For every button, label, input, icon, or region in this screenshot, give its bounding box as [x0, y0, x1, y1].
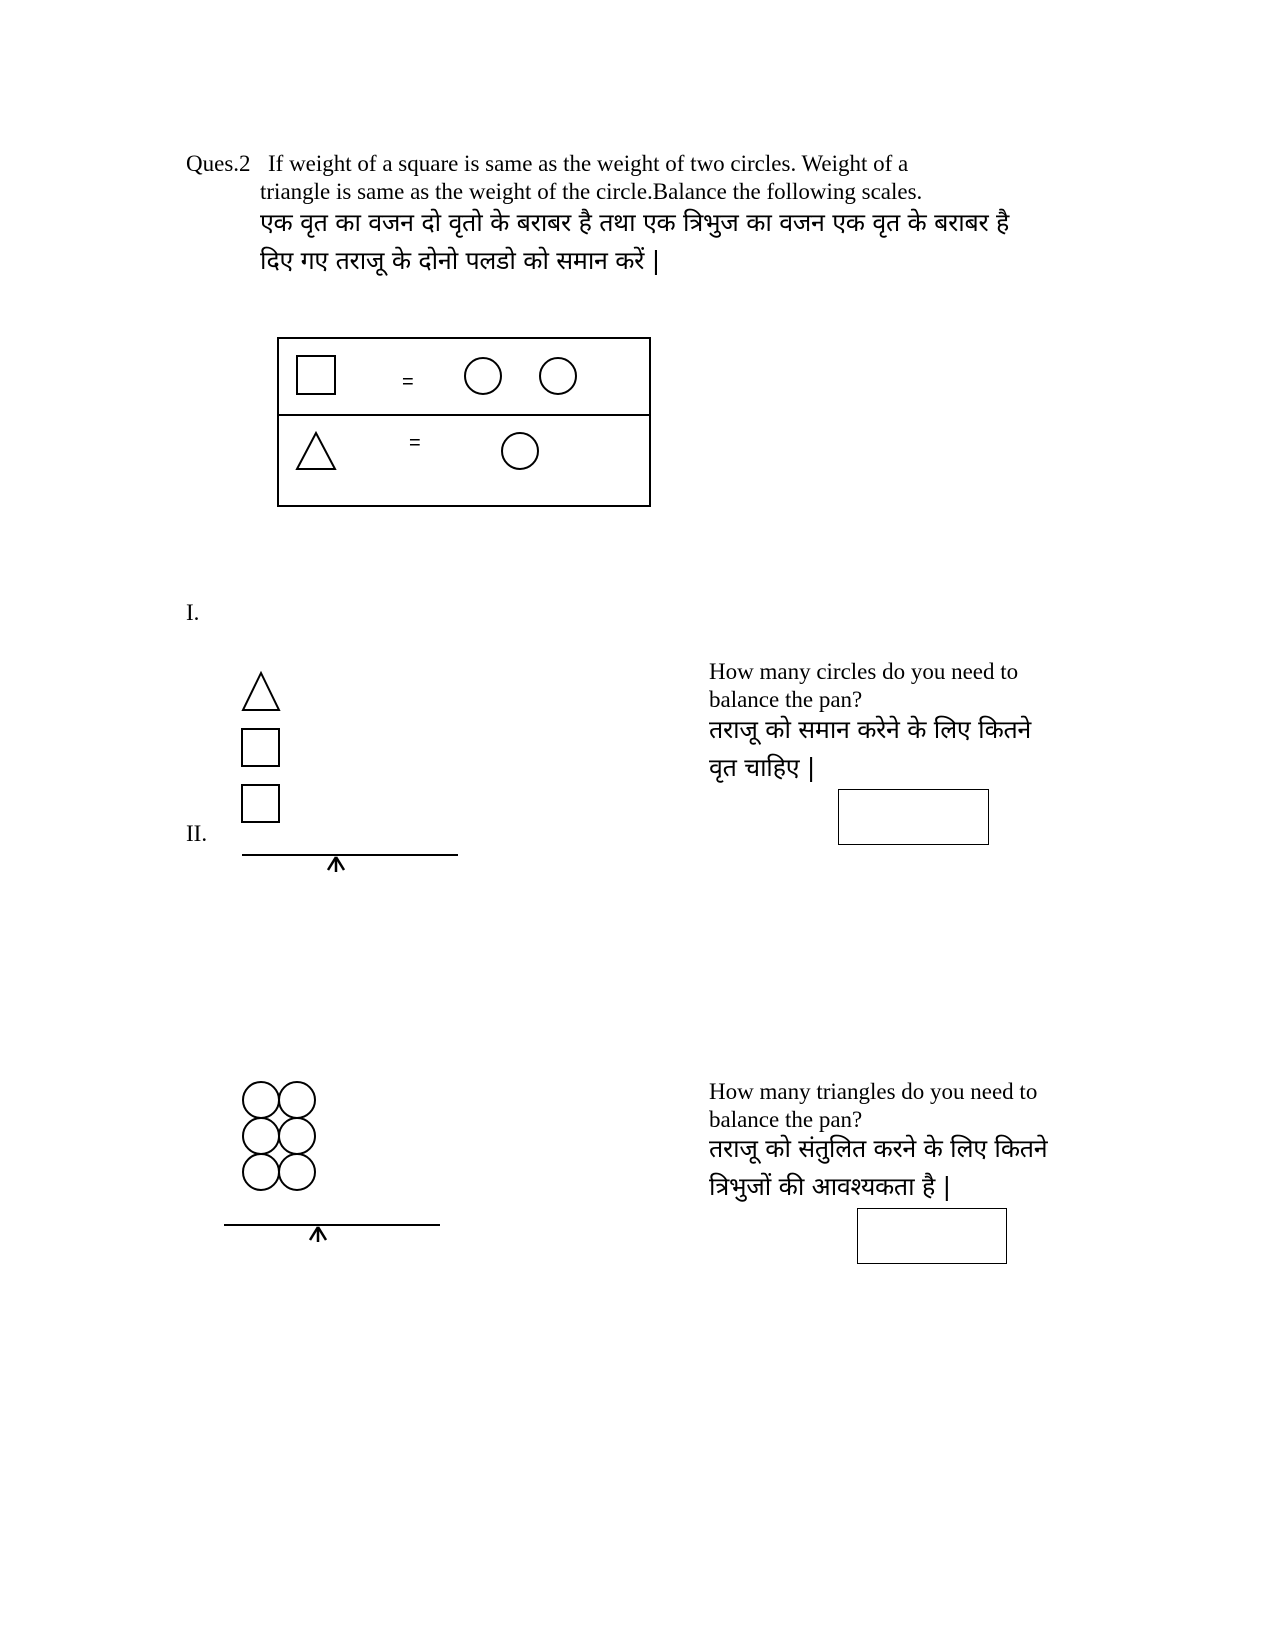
part-1-hindi-line-2: वृत चाहिए | — [709, 753, 815, 782]
equals-sign: = — [402, 371, 414, 393]
part-1-hindi-line-1: तराजू को समान करेने के लिए कितने — [709, 715, 1032, 744]
circle-shape — [465, 358, 501, 394]
circle-shape — [243, 1154, 279, 1190]
equals-sign: = — [409, 432, 421, 454]
part-2-question-line-1: How many triangles do you need to — [709, 1079, 1038, 1104]
question-hindi-line-2: दिए गए तराजू के दोनो पलडो को समान करें | — [260, 246, 660, 275]
circle-shape — [279, 1154, 315, 1190]
triangle-shape — [297, 433, 335, 469]
key-table-border — [278, 338, 650, 506]
square-shape — [242, 785, 279, 822]
part-1-question-line-2: balance the pan? — [709, 687, 863, 712]
question-line-1: If weight of a square is same as the weight of two circles. Weight of a — [268, 151, 909, 176]
circle-shape — [243, 1118, 279, 1154]
square-shape — [242, 729, 279, 766]
question-number: Ques.2 — [186, 151, 251, 176]
part-1-label: I. — [186, 600, 200, 625]
part-1-question-line-1: How many circles do you need to — [709, 659, 1019, 684]
part-2-hindi-line-2: त्रिभुजों की आवश्यकता है | — [709, 1172, 951, 1201]
circle-shape — [502, 433, 538, 469]
circle-shape — [279, 1118, 315, 1154]
triangle-shape — [243, 673, 279, 710]
part-2-label: II. — [186, 821, 208, 846]
scale-2 — [224, 1082, 440, 1242]
scale-1 — [242, 673, 458, 872]
question-line-2: triangle is same as the weight of the circle.Balance the following scales. — [260, 179, 923, 204]
circle-shape — [279, 1082, 315, 1118]
part-2-question-line-2: balance the pan? — [709, 1107, 863, 1132]
fulcrum-icon — [328, 857, 344, 872]
key-table — [278, 338, 650, 506]
question-hindi-line-1: एक वृत का वजन दो वृतो के बराबर है तथा एक त्रिभुज का वजन एक वृत के बराबर है — [260, 208, 1009, 237]
circle-shape — [540, 358, 576, 394]
square-shape — [297, 356, 335, 394]
part-2-answer-box[interactable] — [857, 1208, 1007, 1264]
part-2-hindi-line-1: तराजू को संतुलित करने के लिए कितने — [709, 1134, 1048, 1163]
circle-shape — [243, 1082, 279, 1118]
fulcrum-icon — [310, 1227, 326, 1242]
part-1-answer-box[interactable] — [838, 789, 989, 845]
